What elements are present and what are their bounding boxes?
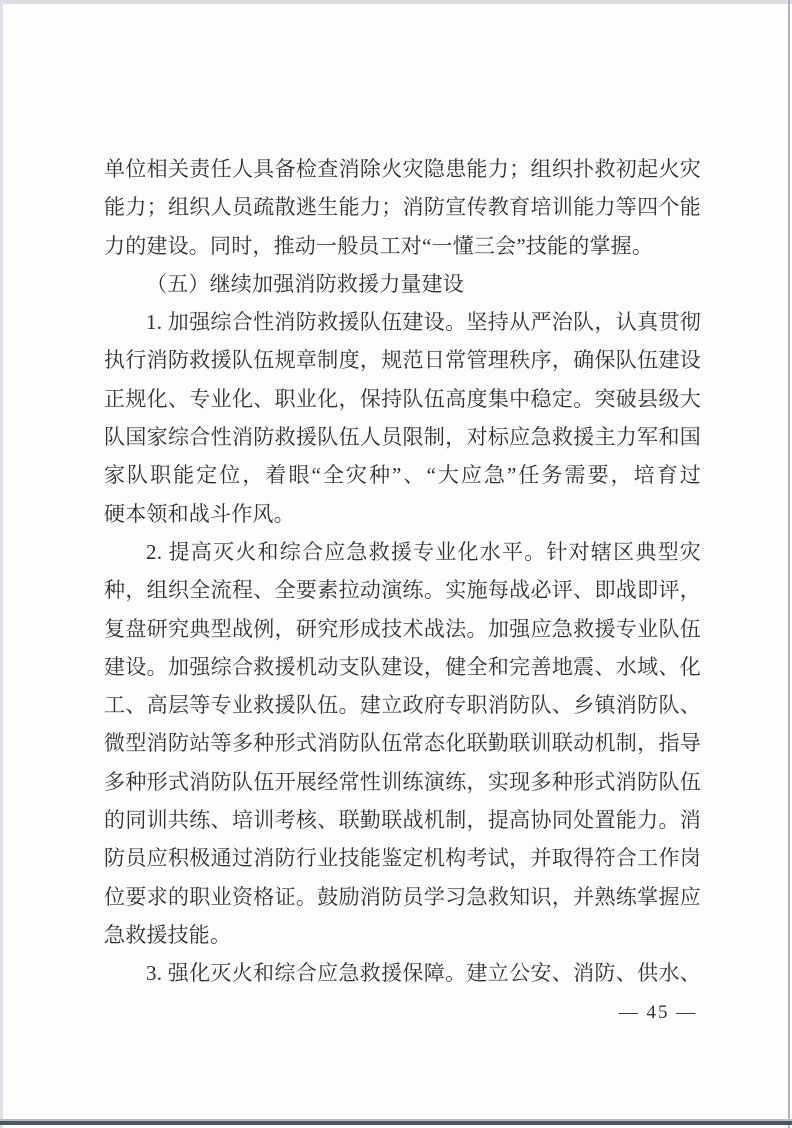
body-line: 单位相关责任人具备检查消除火灾隐患能力；组织扑救初起火灾 bbox=[104, 157, 701, 181]
scan-edge-left bbox=[0, 0, 3, 1128]
body-line: 位要求的职业资格证。鼓励消防员学习急救知识，并熟练掌握应 bbox=[104, 884, 701, 909]
scan-edge-bottom bbox=[0, 1121, 792, 1125]
section-heading: （五）继续加强消防救援力量建设 bbox=[146, 271, 464, 296]
body-line: 防员应积极通过消防行业技能鉴定机构考试，并取得符合工作岗 bbox=[104, 846, 701, 871]
body-line: 的同训共练、培训考核、联勤联战机制，提高协同处置能力。消 bbox=[104, 808, 701, 833]
body-line: 家队职能定位，着眼“全灾种”、“大应急”任务需要，培育过 bbox=[104, 463, 701, 488]
body-line: 种，组织全流程、全要素拉动演练。实施每战必评、即战即评， bbox=[104, 578, 701, 603]
body-line: 工、高层等专业救援队伍。建立政府专职消防队、乡镇消防队、 bbox=[104, 693, 701, 718]
body-line: 能力；组织人员疏散逃生能力；消防宣传教育培训能力等四个能 bbox=[104, 195, 701, 220]
body-line: 微型消防站等多种形式消防队伍常态化联勤联训联动机制，指导 bbox=[104, 731, 701, 756]
body-line: 执行消防救援队伍规章制度，规范日常管理秩序，确保队伍建设 bbox=[104, 348, 701, 373]
body-line: 1. 加强综合性消防救援队伍建设。坚持从严治队，认真贯彻 bbox=[146, 310, 701, 335]
body-line: 2. 提高灭火和综合应急救援专业化水平。针对辖区典型灾 bbox=[146, 539, 701, 564]
body-line: 急救援技能。 bbox=[104, 922, 232, 947]
body-line: 建设。加强综合救援机动支队建设，健全和完善地震、水域、化 bbox=[104, 654, 701, 679]
body-line: 多种形式消防队伍开展经常性训练演练，实现多种形式消防队伍 bbox=[104, 769, 701, 794]
page-number: — 45 — bbox=[618, 1002, 698, 1023]
body-line: 3. 强化灭火和综合应急救援保障。建立公安、消防、供水、 bbox=[146, 961, 701, 986]
scan-edge-right bbox=[788, 0, 790, 1128]
document-body bbox=[104, 150, 701, 993]
body-line: 硬本领和战斗作风。 bbox=[104, 501, 295, 526]
body-line: 队国家综合性消防救援队伍人员限制，对标应急救援主力军和国 bbox=[104, 425, 701, 450]
body-line: 复盘研究典型战例，研究形成技术战法。加强应急救援专业队伍 bbox=[104, 616, 701, 641]
body-line: 正规化、专业化、职业化，保持队伍高度集中稳定。突破县级大 bbox=[104, 386, 701, 411]
scan-edge-top bbox=[0, 0, 792, 4]
body-line: 力的建设。同时，推动一般员工对“一懂三会”技能的掌握。 bbox=[104, 233, 654, 258]
